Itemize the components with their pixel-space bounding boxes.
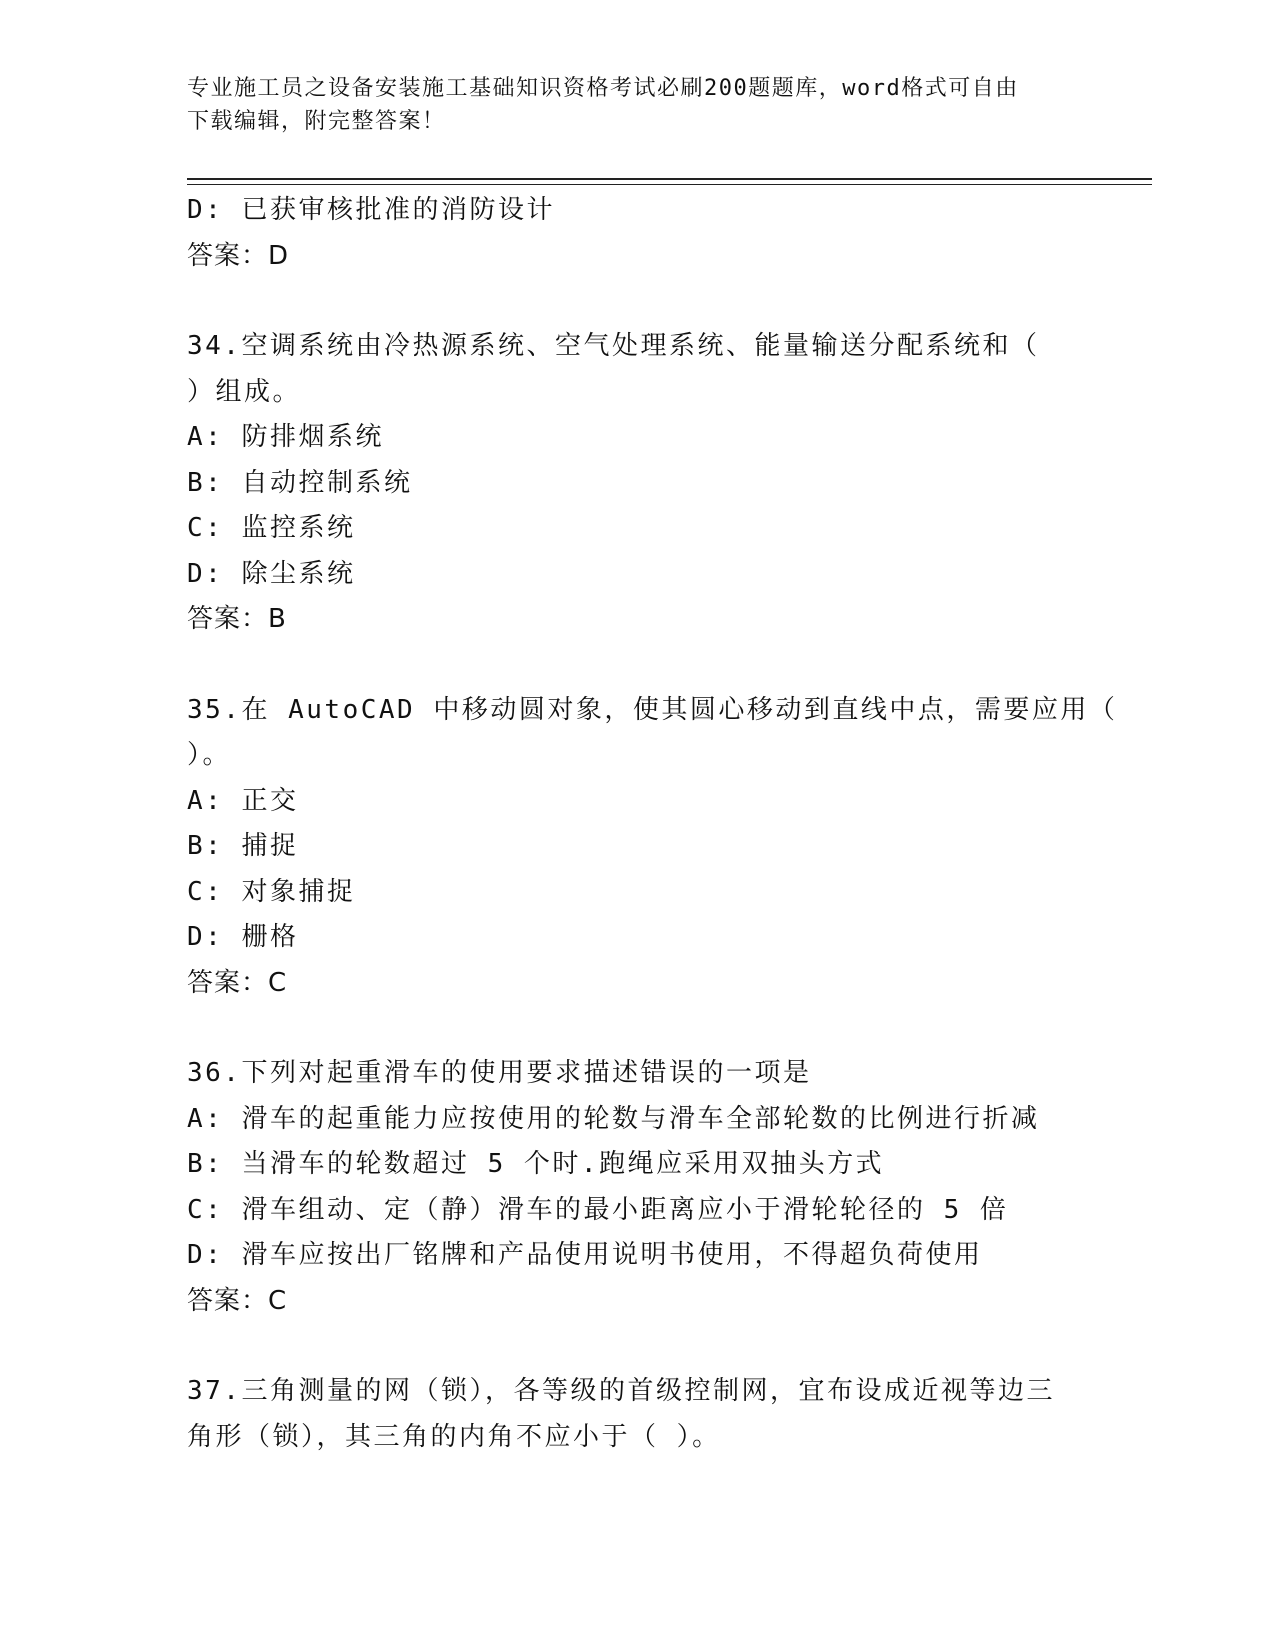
question-text-line-1: 35.在 AutoCAD 中移动圆对象，使其圆心移动到直线中点，需要应用（	[187, 694, 1118, 725]
spacer	[187, 643, 1087, 688]
answer-line: 答案：C	[187, 967, 288, 998]
option-b: B: 自动控制系统	[187, 467, 413, 498]
question-text-line-1: 34.空调系统由冷热源系统、空气处理系统、能量输送分配系统和（	[187, 331, 1040, 361]
option-d: D: 已获审核批准的消防设计	[187, 195, 555, 225]
question-text-line-1: 37.三角测量的网（锁），各等级的首级控制网，宜布设成近视等边三	[187, 1376, 1055, 1406]
option-a: A: 滑车的起重能力应按使用的轮数与滑车全部轮数的比例进行折减	[187, 1103, 1040, 1134]
option-d: D: 除尘系统	[187, 558, 356, 589]
question-36	[187, 1051, 1087, 1324]
question-37	[187, 1369, 1087, 1460]
question-text-line-2: 角形（锁），其三角的内角不应小于（ ）。	[187, 1421, 721, 1452]
question-text-line-2: ）。	[187, 740, 232, 770]
answer-line: 答案：C	[187, 1285, 288, 1316]
question-text-line-2: ）组成。	[187, 376, 302, 407]
answer-line: 答案：B	[187, 604, 287, 634]
option-b: B: 当滑车的轮数超过 5 个时.跑绳应采用双抽头方式	[187, 1149, 885, 1179]
option-b: B: 捕捉	[187, 831, 299, 861]
option-c: C: 监控系统	[187, 513, 356, 543]
header-line-2: 下载编辑，附完整答案！	[187, 109, 446, 134]
previous-question-tail	[187, 188, 1087, 279]
spacer	[187, 1324, 1087, 1369]
option-d: D: 栅格	[187, 922, 299, 952]
spacer	[187, 279, 1087, 324]
header-rule-thin	[187, 184, 1152, 185]
question-list	[187, 188, 1118, 1460]
option-c: C: 对象捕捉	[187, 876, 356, 907]
question-34	[187, 324, 1087, 643]
spacer	[187, 1006, 1087, 1051]
header-line-1: 专业施工员之设备安装施工基础知识资格考试必刷200题题库，word格式可自由	[187, 76, 1019, 101]
option-a: A: 正交	[187, 785, 299, 816]
option-c: C: 滑车组动、定（静）滑车的最小距离应小于滑轮轮径的 5 倍	[187, 1194, 1009, 1225]
answer-line: 答案：D	[187, 240, 290, 271]
header-rule-thick	[187, 178, 1152, 180]
option-d: D: 滑车应按出厂铭牌和产品使用说明书使用，不得超负荷使用	[187, 1240, 983, 1270]
question-text-line-1: 36.下列对起重滑车的使用要求描述错误的一项是	[187, 1058, 812, 1088]
document-header	[187, 72, 1087, 138]
question-35	[187, 688, 1118, 1007]
option-a: A: 防排烟系统	[187, 422, 384, 452]
